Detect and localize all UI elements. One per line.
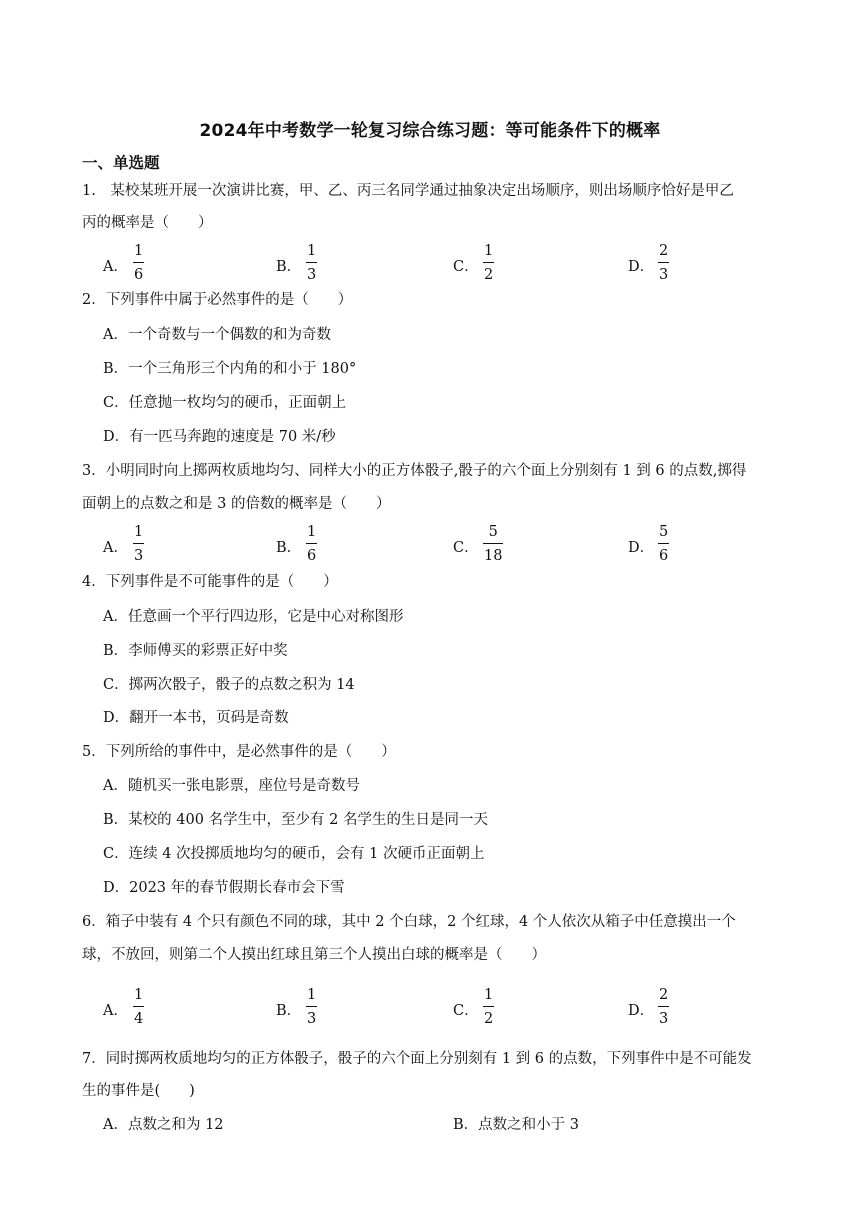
- fraction: [483, 985, 494, 1029]
- fraction: [306, 985, 317, 1029]
- fraction-bar: [658, 262, 669, 263]
- fraction: [658, 985, 669, 1029]
- option-a: A．点数之和为 12: [103, 1117, 224, 1133]
- numerator: 1: [134, 987, 144, 1003]
- option-label: A．: [103, 259, 128, 275]
- fraction: [133, 241, 144, 285]
- numerator: 5: [488, 524, 498, 540]
- denominator: 3: [659, 267, 669, 283]
- question-text: 7．同时掷两枚质地均匀的正方体骰子，骰子的六个面上分别刻有 1 到 6 的点数，下列事件中是不可能发: [82, 1051, 752, 1067]
- numerator: 1: [307, 524, 317, 540]
- option-c: C．连续 4 次投掷质地均匀的硬币，会有 1 次硬币正面朝上: [103, 846, 485, 862]
- option-label: A．: [103, 540, 128, 556]
- question-text: 6．箱子中装有 4 个只有颜色不同的球，其中 2 个白球，2 个红球，4 个人依次从箱子中任意摸出一个: [82, 914, 736, 930]
- question-text: 4．下列事件是不可能事件的是（ ）: [82, 574, 338, 590]
- option-label: A．: [103, 1003, 128, 1019]
- fraction-bar: [483, 262, 494, 263]
- denominator: 3: [307, 1011, 317, 1027]
- page-title: 2024年中考数学一轮复习综合练习题：等可能条件下的概率: [199, 121, 661, 141]
- option-label: C．: [453, 259, 479, 275]
- option-a: A．随机买一张电影票，座位号是奇数号: [103, 778, 360, 794]
- denominator: 3: [307, 267, 317, 283]
- fraction: [133, 522, 144, 566]
- option-label: D．: [628, 1003, 655, 1019]
- numerator: 2: [659, 987, 669, 1003]
- option-b: B．某校的 400 名学生中，至少有 2 名学生的生日是同一天: [103, 812, 488, 828]
- fraction: [483, 241, 494, 285]
- fraction-bar: [133, 262, 144, 263]
- option-b: B．一个三角形三个内角的和小于 180°: [103, 361, 357, 377]
- fraction: [133, 985, 144, 1029]
- numerator: 1: [307, 243, 317, 259]
- denominator: 2: [484, 1011, 494, 1027]
- option-label: B．: [276, 1003, 302, 1019]
- question-text: 生的事件是( ): [82, 1083, 195, 1099]
- fraction-bar: [133, 543, 144, 544]
- fraction-bar: [483, 1006, 494, 1007]
- fraction-bar: [133, 1006, 144, 1007]
- question-text: 3．小明同时向上掷两枚质地均匀、同样大小的正方体骰子,骰子的六个面上分别刻有 1 到 6 的点数,掷得: [82, 463, 747, 479]
- option-label: D．: [628, 540, 655, 556]
- option-label: C．: [453, 1003, 479, 1019]
- option-c: C．掷两次骰子，骰子的点数之积为 14: [103, 677, 355, 693]
- denominator: 18: [484, 548, 503, 564]
- numerator: 1: [134, 243, 144, 259]
- numerator: 1: [484, 243, 494, 259]
- question-text: 面朝上的点数之和是 3 的倍数的概率是（ ）: [82, 496, 391, 512]
- denominator: 2: [484, 267, 494, 283]
- question-text: 丙的概率是（ ）: [82, 215, 213, 231]
- fraction-bar: [306, 1006, 317, 1007]
- numerator: 1: [134, 524, 144, 540]
- fraction-bar: [306, 543, 317, 544]
- option-a: A．任意画一个平行四边形，它是中心对称图形: [103, 609, 404, 625]
- fraction-bar: [483, 543, 503, 544]
- option-c: C．任意抛一枚均匀的硬币，正面朝上: [103, 395, 347, 411]
- question-text: 球，不放回，则第二个人摸出红球且第三个人摸出白球的概率是（ ）: [82, 947, 546, 963]
- option-b: B．李师傅买的彩票正好中奖: [103, 643, 288, 659]
- denominator: 4: [134, 1011, 144, 1027]
- fraction: [658, 241, 669, 285]
- question-text: 5．下列所给的事件中，是必然事件的是（ ）: [82, 744, 396, 760]
- numerator: 2: [659, 243, 669, 259]
- option-d: D．有一匹马奔跑的速度是 70 米/秒: [103, 429, 336, 445]
- fraction-bar: [658, 543, 669, 544]
- option-a: A．一个奇数与一个偶数的和为奇数: [103, 327, 331, 343]
- fraction: [306, 241, 317, 285]
- question-text: 2．下列事件中属于必然事件的是（ ）: [82, 292, 353, 308]
- fraction-bar: [306, 262, 317, 263]
- fraction-bar: [658, 1006, 669, 1007]
- numerator: 1: [484, 987, 494, 1003]
- section-heading: 一、单选题: [82, 154, 160, 172]
- option-label: B．: [276, 259, 302, 275]
- denominator: 6: [307, 548, 317, 564]
- fraction: [306, 522, 317, 566]
- denominator: 3: [659, 1011, 669, 1027]
- option-d: D．2023 年的春节假期长春市会下雪: [103, 880, 345, 896]
- numerator: 1: [307, 987, 317, 1003]
- option-label: B．: [276, 540, 302, 556]
- option-d: D．翻开一本书，页码是奇数: [103, 710, 289, 726]
- fraction: [658, 522, 669, 566]
- option-label: D．: [628, 259, 655, 275]
- fraction: [483, 522, 503, 566]
- denominator: 6: [659, 548, 669, 564]
- numerator: 5: [659, 524, 669, 540]
- denominator: 6: [134, 267, 144, 283]
- denominator: 3: [134, 548, 144, 564]
- option-label: C．: [453, 540, 479, 556]
- question-text: 1. 某校某班开展一次演讲比赛，甲、乙、丙三名同学通过抽象决定出场顺序，则出场顺序恰好是甲乙: [82, 183, 734, 199]
- option-b: B．点数之和小于 3: [453, 1117, 579, 1133]
